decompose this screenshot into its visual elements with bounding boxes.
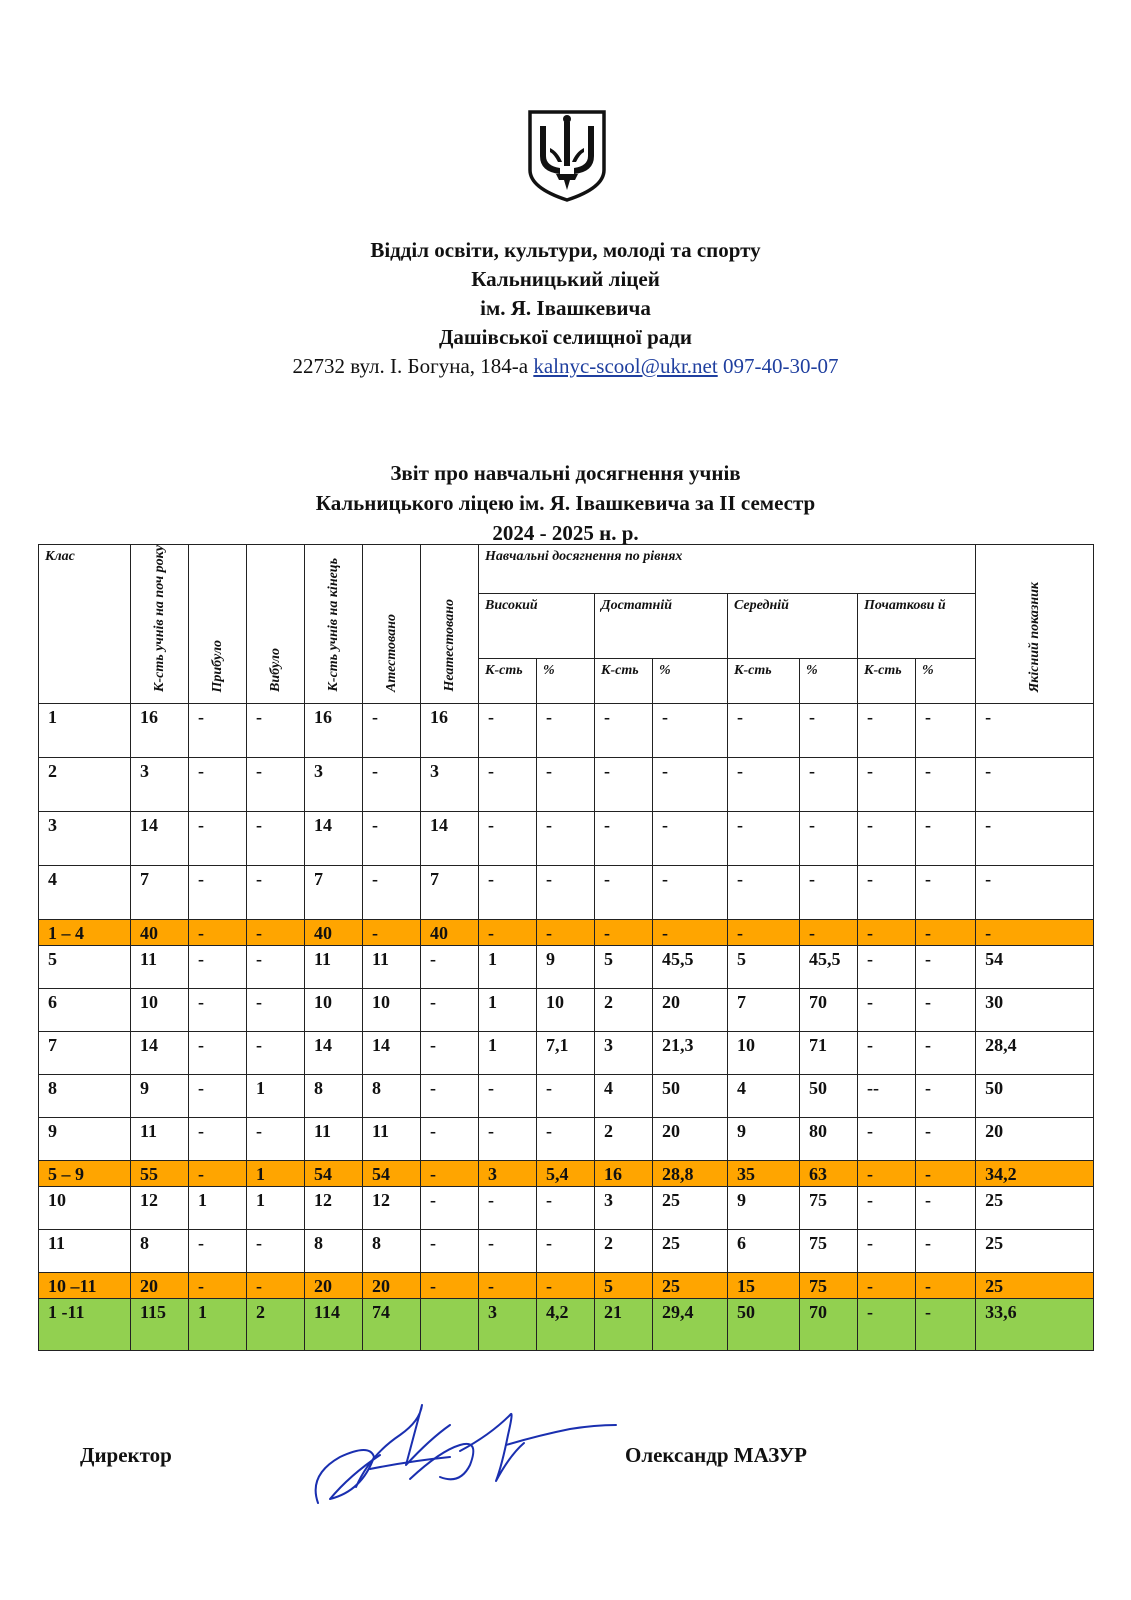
- table-cell: 7: [131, 866, 189, 920]
- table-cell: 70: [800, 989, 858, 1032]
- header-initial-percent: %: [916, 658, 976, 703]
- table-cell: 8: [363, 1230, 421, 1273]
- table-row: [39, 1187, 1094, 1230]
- table-row: [39, 866, 1094, 920]
- table-cell: 14: [421, 812, 479, 866]
- table-cell: 9: [131, 1075, 189, 1118]
- class-cell: 1 -11: [39, 1299, 131, 1351]
- table-cell: 75: [800, 1187, 858, 1230]
- table-cell: 3: [479, 1299, 537, 1351]
- table-cell: -: [916, 1161, 976, 1187]
- table-cell: -: [916, 1299, 976, 1351]
- table-cell: 30: [976, 989, 1094, 1032]
- table-cell: -: [916, 1187, 976, 1230]
- table-cell: 40: [421, 920, 479, 946]
- table-cell: 14: [131, 812, 189, 866]
- table-cell: 20: [131, 1273, 189, 1299]
- table-cell: 1: [189, 1299, 247, 1351]
- table-cell: -: [421, 1187, 479, 1230]
- table-cell: 1: [479, 1032, 537, 1075]
- table-cell: 75: [800, 1230, 858, 1273]
- table-cell: 5: [728, 946, 800, 989]
- class-cell: 2: [39, 758, 131, 812]
- table-cell: 7: [421, 866, 479, 920]
- table-cell: -: [858, 812, 916, 866]
- table-cell: -: [247, 812, 305, 866]
- table-cell: 5: [595, 946, 653, 989]
- school-name-honorific: ім. Я. Івашкевича: [480, 296, 651, 320]
- table-cell: -: [247, 989, 305, 1032]
- table-cell: -: [976, 758, 1094, 812]
- table-cell: 21,3: [653, 1032, 728, 1075]
- table-cell: -: [189, 920, 247, 946]
- table-cell: 20: [976, 1118, 1094, 1161]
- table-row: [39, 946, 1094, 989]
- department-name: Відділ освіти, культури, молоді та спорту: [370, 238, 761, 262]
- table-cell: -: [728, 866, 800, 920]
- table-cell: -: [595, 758, 653, 812]
- class-cell: 11: [39, 1230, 131, 1273]
- table-cell: -: [479, 758, 537, 812]
- table-cell: 25: [976, 1187, 1094, 1230]
- table-cell: -: [363, 812, 421, 866]
- table-cell: 16: [595, 1161, 653, 1187]
- table-cell: 50: [653, 1075, 728, 1118]
- table-cell: 10: [305, 989, 363, 1032]
- table-cell: 2: [595, 989, 653, 1032]
- table-cell: 12: [305, 1187, 363, 1230]
- table-cell: 3: [595, 1187, 653, 1230]
- table-cell: -: [858, 1118, 916, 1161]
- table-cell: 8: [305, 1230, 363, 1273]
- table-cell: 25: [653, 1230, 728, 1273]
- header-average: Середній: [728, 594, 858, 658]
- table-cell: -: [537, 1273, 595, 1299]
- table-cell: -: [189, 1161, 247, 1187]
- table-cell: 10: [728, 1032, 800, 1075]
- table-cell: -: [421, 1032, 479, 1075]
- table-cell: -: [916, 1273, 976, 1299]
- table-cell: 5,4: [537, 1161, 595, 1187]
- table-cell: 55: [131, 1161, 189, 1187]
- table-cell: 40: [131, 920, 189, 946]
- table-cell: 8: [363, 1075, 421, 1118]
- table-cell: 40: [305, 920, 363, 946]
- table-cell: -: [479, 1075, 537, 1118]
- table-cell: 11: [131, 1118, 189, 1161]
- table-cell: -: [537, 812, 595, 866]
- table-cell: -: [421, 1075, 479, 1118]
- handwritten-signature: [310, 1395, 620, 1510]
- table-cell: -: [537, 1075, 595, 1118]
- table-cell: 11: [305, 1118, 363, 1161]
- table-cell: -: [916, 1032, 976, 1075]
- report-title: [0, 458, 1131, 548]
- table-cell: -: [595, 866, 653, 920]
- table-cell: -: [421, 1273, 479, 1299]
- table-cell: -: [247, 1273, 305, 1299]
- table-cell: 34,2: [976, 1161, 1094, 1187]
- table-cell: 14: [131, 1032, 189, 1075]
- ukraine-trident-emblem-icon: [526, 108, 608, 202]
- table-cell: 70: [800, 1299, 858, 1351]
- table-cell: -: [916, 1230, 976, 1273]
- table-row: [39, 1118, 1094, 1161]
- phone-number: 097-40-30-07: [722, 354, 839, 378]
- table-cell: -: [653, 866, 728, 920]
- table-cell: -: [537, 1187, 595, 1230]
- class-cell: 3: [39, 812, 131, 866]
- table-body: [39, 704, 1094, 1351]
- table-cell: -: [858, 1230, 916, 1273]
- table-cell: -: [858, 1032, 916, 1075]
- table-cell: -: [858, 946, 916, 989]
- table-cell: 11: [305, 946, 363, 989]
- table-row: [39, 1230, 1094, 1273]
- table-cell: -: [537, 1118, 595, 1161]
- table-cell: -: [189, 1032, 247, 1075]
- header-start-count: К-сть учнів на поч року: [131, 545, 189, 704]
- header-average-count: К-сть: [728, 658, 800, 703]
- table-cell: 54: [305, 1161, 363, 1187]
- table-cell: -: [189, 758, 247, 812]
- header-sufficient-percent: %: [653, 658, 728, 703]
- table-cell: 11: [363, 1118, 421, 1161]
- table-cell: 25: [976, 1230, 1094, 1273]
- contact-line: [0, 352, 1131, 381]
- table-cell: -: [916, 920, 976, 946]
- table-cell: -: [537, 1230, 595, 1273]
- table-cell: -: [916, 812, 976, 866]
- header-sufficient-count: К-сть: [595, 658, 653, 703]
- table-cell: -: [976, 866, 1094, 920]
- class-cell: 10: [39, 1187, 131, 1230]
- director-name: Олександр МАЗУР: [625, 1443, 808, 1467]
- table-cell: 2: [595, 1230, 653, 1273]
- table-cell: -: [479, 920, 537, 946]
- table-row: [39, 758, 1094, 812]
- report-title-line2: Кальницького ліцею ім. Я. Івашкевича за ІІ семестр: [315, 491, 816, 515]
- table-cell: -: [595, 920, 653, 946]
- table-cell: 10: [363, 989, 421, 1032]
- table-cell: -: [976, 920, 1094, 946]
- table-cell: -: [653, 920, 728, 946]
- table-cell: -: [800, 866, 858, 920]
- table-cell: 1: [479, 946, 537, 989]
- table-cell: 50: [800, 1075, 858, 1118]
- table-cell: 1: [189, 1187, 247, 1230]
- table-cell: -: [858, 1273, 916, 1299]
- table-row: [39, 1032, 1094, 1075]
- table-cell: -: [916, 1075, 976, 1118]
- signature-position: Директор: [80, 1443, 172, 1467]
- table-cell: 3: [595, 1032, 653, 1075]
- class-cell: 5: [39, 946, 131, 989]
- table-cell: 1: [479, 989, 537, 1032]
- table-cell: 9: [537, 946, 595, 989]
- class-cell: 1: [39, 704, 131, 758]
- table-cell: 14: [305, 1032, 363, 1075]
- header-average-percent: %: [800, 658, 858, 703]
- table-cell: 74: [363, 1299, 421, 1351]
- table-cell: -: [595, 704, 653, 758]
- header-high-count: К-сть: [479, 658, 537, 703]
- school-name: Кальницький ліцей: [471, 267, 660, 291]
- table-cell: -: [247, 758, 305, 812]
- table-cell: -: [247, 866, 305, 920]
- table-cell: 28,4: [976, 1032, 1094, 1075]
- header-initial: Початкови й: [858, 594, 976, 658]
- table-cell: -: [800, 704, 858, 758]
- table-cell: 29,4: [653, 1299, 728, 1351]
- table-cell: 16: [131, 704, 189, 758]
- table-cell: 25: [653, 1273, 728, 1299]
- table-cell: 3: [421, 758, 479, 812]
- header-high-percent: %: [537, 658, 595, 703]
- table-cell: -: [479, 812, 537, 866]
- table-cell: -: [858, 1187, 916, 1230]
- table-cell: -: [363, 758, 421, 812]
- class-cell: 4: [39, 866, 131, 920]
- class-cell: 10 –11: [39, 1273, 131, 1299]
- table-cell: -: [189, 1118, 247, 1161]
- table-cell: -: [189, 989, 247, 1032]
- table-cell: -: [363, 866, 421, 920]
- table-cell: -: [728, 704, 800, 758]
- class-cell: 1 – 4: [39, 920, 131, 946]
- table-cell: 35: [728, 1161, 800, 1187]
- table-cell: 25: [653, 1187, 728, 1230]
- header-high: Високий: [479, 594, 595, 658]
- table-cell: 2: [247, 1299, 305, 1351]
- table-cell: -: [976, 812, 1094, 866]
- table-cell: 7,1: [537, 1032, 595, 1075]
- table-cell: -: [421, 1118, 479, 1161]
- table-cell: 16: [421, 704, 479, 758]
- table-cell: 45,5: [800, 946, 858, 989]
- table-cell: -: [916, 866, 976, 920]
- table-cell: -: [858, 866, 916, 920]
- subtotal-row: [39, 1273, 1094, 1299]
- table-cell: 7: [305, 866, 363, 920]
- table-cell: -: [537, 920, 595, 946]
- subtotal-row: [39, 920, 1094, 946]
- table-cell: -: [189, 704, 247, 758]
- header-arrived: Прибуло: [189, 545, 247, 704]
- table-cell: 114: [305, 1299, 363, 1351]
- table-cell: 5: [595, 1273, 653, 1299]
- table-cell: -: [858, 704, 916, 758]
- table-cell: --: [858, 1075, 916, 1118]
- table-cell: -: [916, 989, 976, 1032]
- table-cell: 2: [595, 1118, 653, 1161]
- table-cell: 1: [247, 1161, 305, 1187]
- table-cell: 45,5: [653, 946, 728, 989]
- table-cell: -: [800, 920, 858, 946]
- table-cell: 21: [595, 1299, 653, 1351]
- header-not-attested: Неатестовано: [421, 545, 479, 704]
- table-cell: -: [247, 946, 305, 989]
- table-row: [39, 812, 1094, 866]
- table-cell: 10: [131, 989, 189, 1032]
- table-cell: -: [247, 920, 305, 946]
- table-cell: 4: [595, 1075, 653, 1118]
- table-row: [39, 1075, 1094, 1118]
- table-cell: 16: [305, 704, 363, 758]
- table-cell: 8: [305, 1075, 363, 1118]
- table-cell: -: [858, 758, 916, 812]
- table-cell: -: [189, 1075, 247, 1118]
- table-cell: 7: [728, 989, 800, 1032]
- table-cell: 50: [976, 1075, 1094, 1118]
- table-cell: -: [537, 758, 595, 812]
- table-cell: 9: [728, 1187, 800, 1230]
- table-cell: 63: [800, 1161, 858, 1187]
- table-cell: 80: [800, 1118, 858, 1161]
- table-cell: -: [479, 1118, 537, 1161]
- table-cell: -: [800, 812, 858, 866]
- table-cell: -: [653, 758, 728, 812]
- header-attested: Атестовано: [363, 545, 421, 704]
- table-cell: 3: [479, 1161, 537, 1187]
- table-cell: 33,6: [976, 1299, 1094, 1351]
- table-cell: 11: [131, 946, 189, 989]
- table-cell: -: [247, 1032, 305, 1075]
- table-cell: 4,2: [537, 1299, 595, 1351]
- header-achievements: Навчальні досягнення по рівнях: [479, 545, 976, 594]
- table-cell: -: [728, 920, 800, 946]
- table-cell: 9: [728, 1118, 800, 1161]
- table-cell: -: [479, 1187, 537, 1230]
- table-row: [39, 989, 1094, 1032]
- class-cell: 7: [39, 1032, 131, 1075]
- table-cell: 10: [537, 989, 595, 1032]
- table-cell: 50: [728, 1299, 800, 1351]
- table-cell: -: [247, 1230, 305, 1273]
- table-cell: -: [858, 989, 916, 1032]
- table-cell: 25: [976, 1273, 1094, 1299]
- table-cell: -: [728, 812, 800, 866]
- table-cell: 11: [363, 946, 421, 989]
- header-end-count: К-сть учнів на кінець: [305, 545, 363, 704]
- table-cell: 12: [131, 1187, 189, 1230]
- table-cell: -: [247, 1118, 305, 1161]
- header-initial-count: К-сть: [858, 658, 916, 703]
- table-cell: 3: [305, 758, 363, 812]
- table-cell: -: [479, 704, 537, 758]
- subtotal-row: [39, 1161, 1094, 1187]
- table-cell: 1: [247, 1187, 305, 1230]
- table-cell: 28,8: [653, 1161, 728, 1187]
- table-cell: -: [363, 920, 421, 946]
- table-cell: -: [916, 946, 976, 989]
- table-cell: -: [858, 920, 916, 946]
- table-cell: -: [653, 704, 728, 758]
- table-cell: 6: [728, 1230, 800, 1273]
- table-cell: -: [976, 704, 1094, 758]
- council-name: Дашівської селищної ради: [438, 325, 693, 349]
- table-cell: -: [421, 1230, 479, 1273]
- table-cell: 20: [363, 1273, 421, 1299]
- table-cell: 4: [728, 1075, 800, 1118]
- table-cell: -: [728, 758, 800, 812]
- table-cell: 3: [131, 758, 189, 812]
- table-cell: -: [653, 812, 728, 866]
- table-cell: -: [916, 758, 976, 812]
- table-cell: 14: [363, 1032, 421, 1075]
- address: 22732 вул. І. Богуна, 184-а: [292, 354, 529, 378]
- table-cell: -: [916, 1118, 976, 1161]
- class-cell: 5 – 9: [39, 1161, 131, 1187]
- table-cell: 20: [653, 989, 728, 1032]
- report-title-line1: Звіт про навчальні досягнення учнів: [390, 461, 741, 485]
- table-cell: -: [189, 1273, 247, 1299]
- table-cell: -: [916, 704, 976, 758]
- table-cell: -: [595, 812, 653, 866]
- email-link[interactable]: kalnyc-scool@ukr.net: [533, 354, 718, 378]
- table-cell: -: [800, 758, 858, 812]
- table-cell: -: [479, 866, 537, 920]
- class-cell: 9: [39, 1118, 131, 1161]
- table-cell: 54: [363, 1161, 421, 1187]
- table-cell: -: [858, 1299, 916, 1351]
- table-cell: -: [421, 946, 479, 989]
- table-cell: [421, 1299, 479, 1351]
- class-cell: 8: [39, 1075, 131, 1118]
- table-cell: -: [479, 1230, 537, 1273]
- table-cell: -: [479, 1273, 537, 1299]
- header-quality: Якісний показник: [976, 545, 1094, 704]
- report-title-line3: 2024 - 2025 н. р.: [492, 521, 639, 545]
- table-cell: -: [247, 704, 305, 758]
- table-cell: -: [189, 1230, 247, 1273]
- table-cell: 20: [305, 1273, 363, 1299]
- table-cell: 14: [305, 812, 363, 866]
- table-cell: 20: [653, 1118, 728, 1161]
- table-cell: 115: [131, 1299, 189, 1351]
- achievements-table: [38, 544, 1094, 1351]
- table-cell: 75: [800, 1273, 858, 1299]
- table-cell: 15: [728, 1273, 800, 1299]
- table-cell: 71: [800, 1032, 858, 1075]
- header-left: Вибуло: [247, 545, 305, 704]
- table-cell: -: [189, 812, 247, 866]
- header-sufficient: Достатній: [595, 594, 728, 658]
- table-cell: 54: [976, 946, 1094, 989]
- table-cell: -: [363, 704, 421, 758]
- table-cell: -: [189, 946, 247, 989]
- table-cell: 1: [247, 1075, 305, 1118]
- table-row: [39, 704, 1094, 758]
- table-cell: -: [537, 866, 595, 920]
- organization-header: [0, 236, 1131, 381]
- class-cell: 6: [39, 989, 131, 1032]
- table-cell: -: [858, 1161, 916, 1187]
- table-cell: -: [537, 704, 595, 758]
- header-class: Клас: [39, 545, 131, 704]
- table-cell: 12: [363, 1187, 421, 1230]
- total-row: [39, 1299, 1094, 1351]
- table-cell: -: [421, 1161, 479, 1187]
- table-cell: 8: [131, 1230, 189, 1273]
- table-cell: -: [189, 866, 247, 920]
- table-cell: -: [421, 989, 479, 1032]
